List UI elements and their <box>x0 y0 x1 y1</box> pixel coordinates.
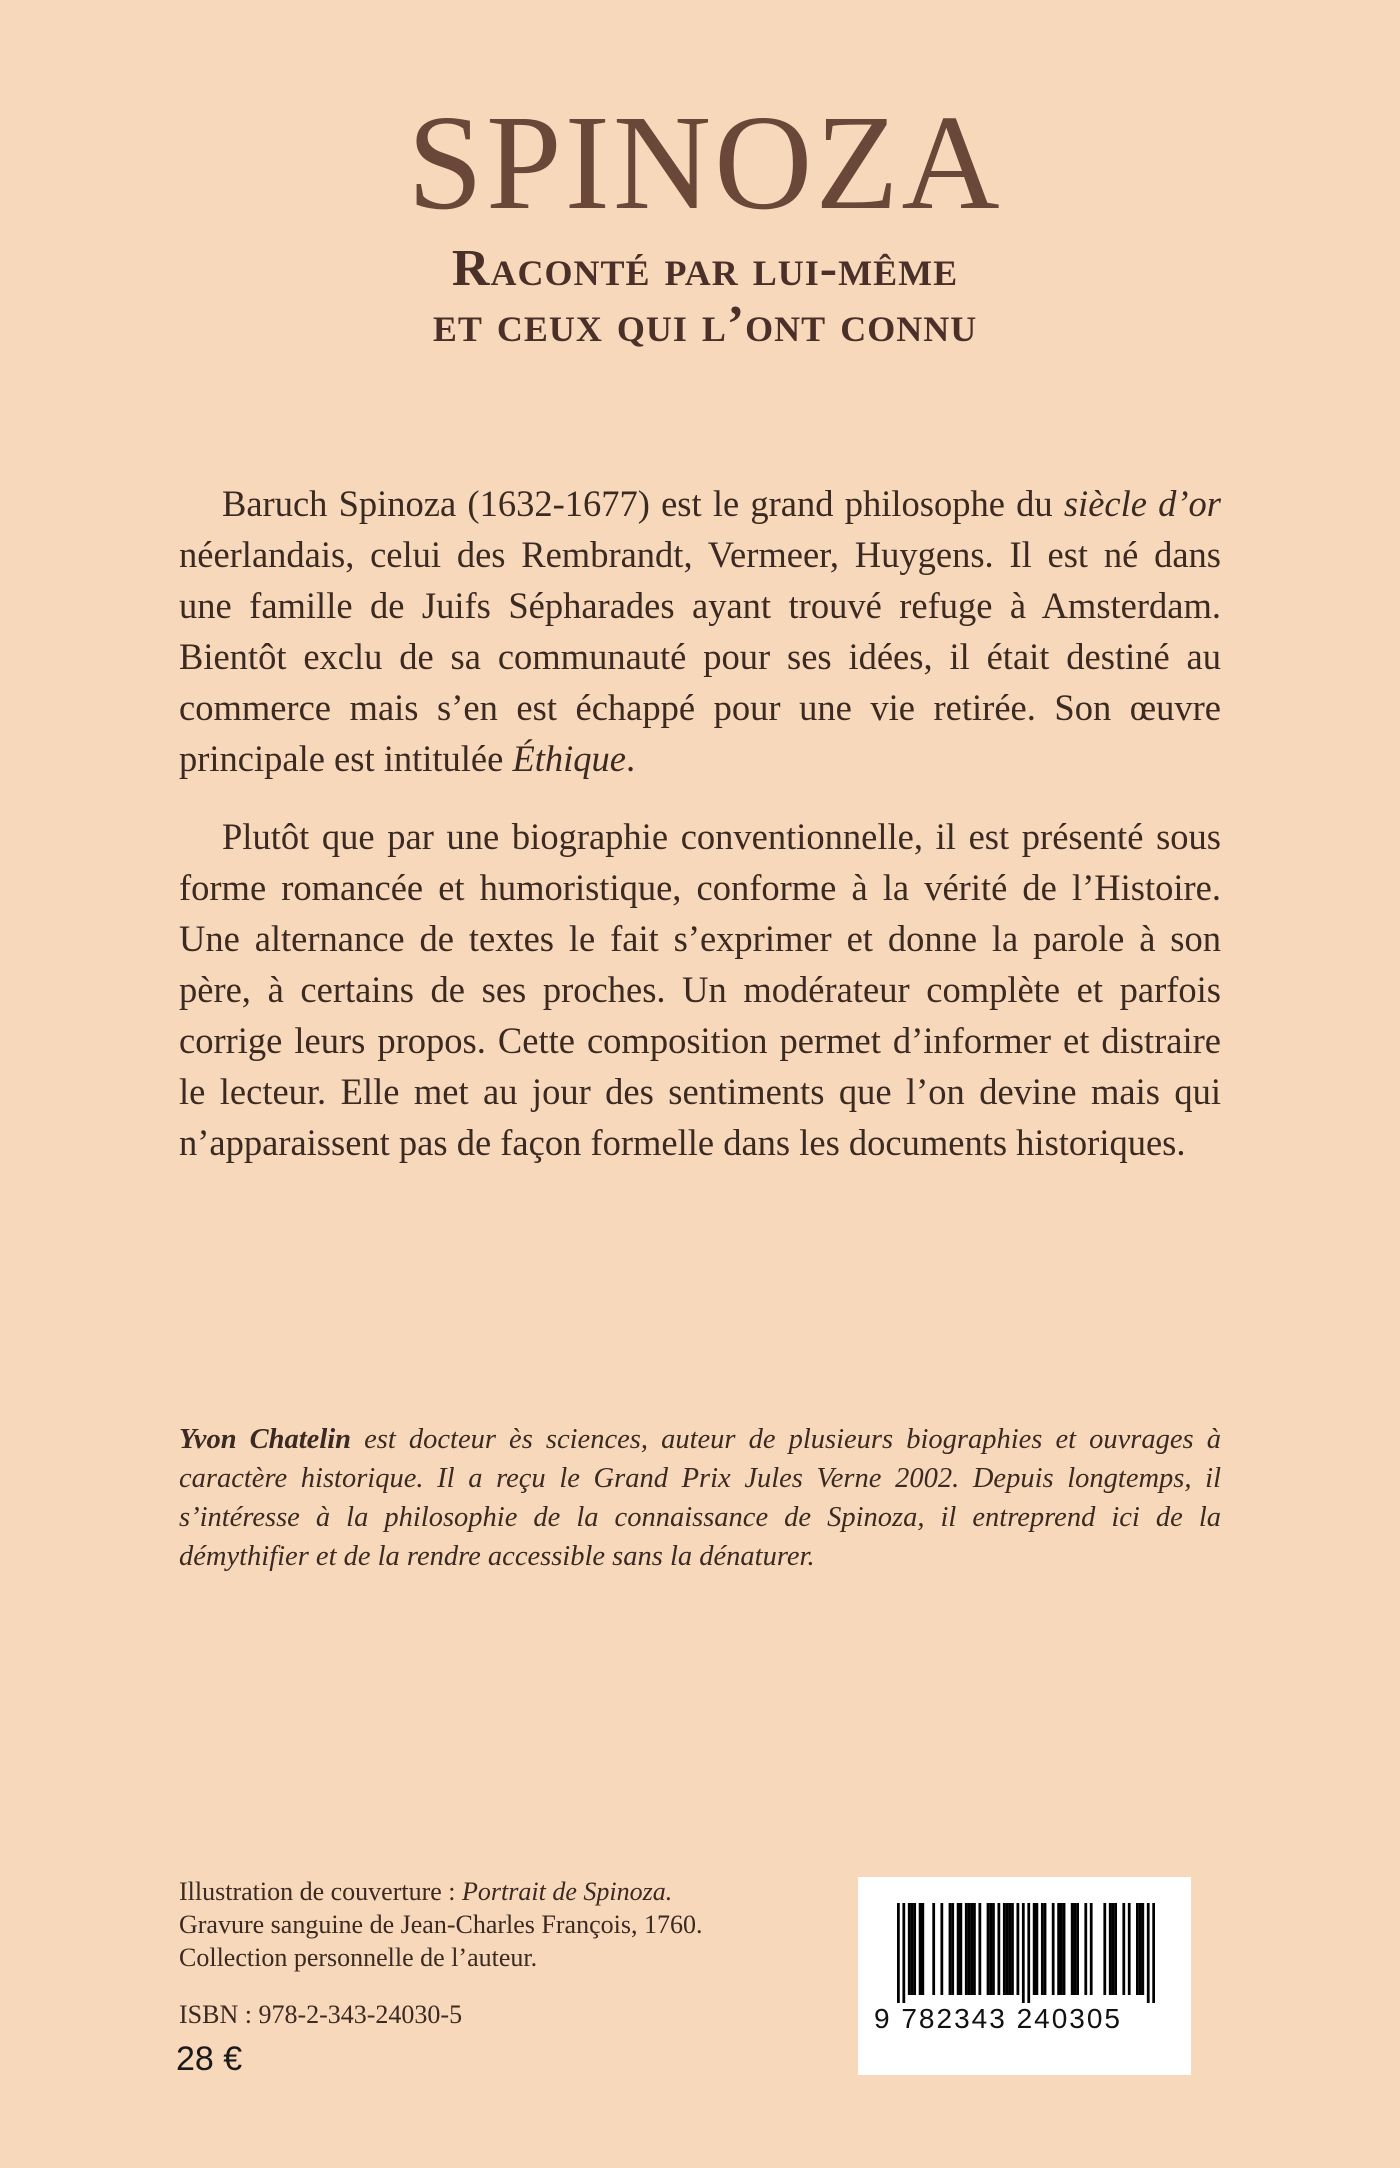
barcode-bar <box>989 1903 992 1995</box>
barcode-bar <box>1052 1903 1055 1995</box>
barcode-bar <box>1128 1903 1131 1995</box>
barcode-bar <box>1071 1903 1074 1995</box>
barcode-bar <box>1136 1903 1139 1995</box>
credits-illustration-title: Portrait de Spinoza. <box>462 1877 673 1906</box>
barcode-bar <box>1022 1903 1025 2003</box>
barcode-bar <box>968 1903 971 1995</box>
barcode-bar <box>1060 1903 1063 1995</box>
barcode-bar <box>997 1903 1000 1995</box>
author-bio <box>179 1420 1221 1576</box>
barcode-bar <box>965 1903 968 1995</box>
barcode-bar <box>959 1903 962 1995</box>
barcode-bar <box>1027 1903 1030 2003</box>
price: 28 € <box>176 2040 243 2078</box>
barcode-bar <box>908 1903 911 1995</box>
author-bio-text: est docteur ès sciences, auteur de plusieurs biographies et ouvrages à caractère historique. Il a reçu le Grand Prix Jules Verne 2002. Depuis longtemps, il s’intéresse à la philosophie de la connaissance de Spinoza, il entreprend ici de la démythifier et de la rendre accessible sans la dénaturer. <box>179 1424 1221 1572</box>
barcode-bar <box>1141 1903 1144 1995</box>
barcode-bar <box>913 1903 916 1995</box>
credits-line-1 <box>179 1875 819 1908</box>
subtitle-line-2: et ceux qui l’ont connu <box>432 296 978 353</box>
barcode-bar <box>949 1903 952 1995</box>
subtitle-line-1: Raconté par lui-même <box>451 240 959 297</box>
blurb-paragraph-2: Plutôt que par une biographie conventionnelle, il est présenté sous forme romancée et humoristique, conforme à la vérité de l’Histoire. Une alternance de textes le fait s’exprimer et donne la parole à son père, à certains de ses proches. Un modérateur complète et parfois corrige leurs propos. Cette composition permet d’informer et distraire le lecteur. Elle met au jour des sentiments que l’on devine mais qui n’apparaissent pas de façon formelle dans les documents historiques. <box>179 816 1221 1163</box>
blurb-p1-italic-siecle-dor: siècle d’or <box>1063 483 1222 524</box>
barcode-bar <box>1008 1903 1011 1995</box>
barcode-bar <box>1006 1903 1009 1995</box>
barcode-bar <box>1003 1903 1006 1995</box>
barcode-bar <box>1074 1903 1077 1995</box>
barcode-bar <box>957 1903 960 1995</box>
barcode-bar <box>1112 1903 1115 1995</box>
blurb <box>179 478 1221 1168</box>
barcode-bar <box>951 1903 954 1995</box>
barcode-bar <box>921 1903 924 1995</box>
credits-line-2: Gravure sanguine de Jean-Charles François, 1760. <box>179 1910 703 1939</box>
barcode-bar <box>1114 1903 1117 1995</box>
author-name: Yvon Chatelin <box>179 1424 352 1455</box>
barcode-bar <box>1122 1903 1125 1995</box>
barcode-bar <box>992 1903 995 1995</box>
barcode <box>858 1877 1191 2075</box>
barcode-bar <box>973 1903 976 1995</box>
barcode-bar <box>1139 1903 1142 1995</box>
barcode-bar <box>911 1903 914 1995</box>
barcode-bar <box>1147 1903 1150 2003</box>
barcode-bar <box>932 1903 935 1995</box>
barcode-bar <box>1057 1903 1060 1995</box>
barcode-bar <box>1103 1903 1106 1995</box>
barcode-bar <box>1109 1903 1112 1995</box>
barcode-bar <box>919 1903 922 1995</box>
barcode-bar <box>1076 1903 1079 1995</box>
barcode-bar <box>1036 1903 1039 1995</box>
barcode-bar <box>1152 1903 1155 2003</box>
blurb-p1-text-a: Baruch Spinoza (1632-1677) est le grand philosophe du <box>222 483 1064 524</box>
title-block <box>0 88 1400 353</box>
isbn: ISBN : 978-2-343-24030-5 <box>179 2000 463 2029</box>
barcode-bar <box>940 1903 943 1995</box>
blurb-p1-italic-ethique: Éthique <box>512 738 626 779</box>
barcode-number: 9 782343 240305 <box>874 2003 1122 2034</box>
barcode-bar <box>1016 1903 1019 1995</box>
barcode-bar <box>897 1903 900 2003</box>
barcode-bar <box>987 1903 990 1995</box>
credits-label: Illustration de couverture : <box>179 1877 463 1906</box>
blurb-p1-text-c: . <box>626 738 636 779</box>
barcode-bar <box>1090 1903 1093 1995</box>
barcode-bar <box>1033 1903 1036 1995</box>
book-title: SPINOZA <box>407 88 1003 238</box>
barcode-bar <box>970 1903 973 1995</box>
illustration-credits <box>179 1875 819 1974</box>
barcode-bars <box>897 1903 1155 2003</box>
barcode-bar <box>1063 1903 1066 1995</box>
barcode-bar <box>1044 1903 1047 1995</box>
barcode-bar <box>978 1903 981 1995</box>
barcode-bar <box>902 1903 905 2003</box>
blurb-p1-text-b: néerlandais, celui des Rembrandt, Vermeer, Huygens. Il est né dans une famille de Juifs Sépharades ayant trouvé refuge à Amsterdam. Bientôt exclu de sa communauté pour ses idées, il était destiné au commerce mais s’en est échappé pour une vie retirée. Son œuvre principale est intitulée <box>179 534 1221 779</box>
barcode-bar <box>1084 1903 1087 1995</box>
credits-line-3: Collection personnelle de l’auteur. <box>179 1943 538 1972</box>
blurb-paragraph-1 <box>179 478 1221 784</box>
barcode-bar <box>1011 1903 1014 1995</box>
barcode-bar <box>1041 1903 1044 1995</box>
